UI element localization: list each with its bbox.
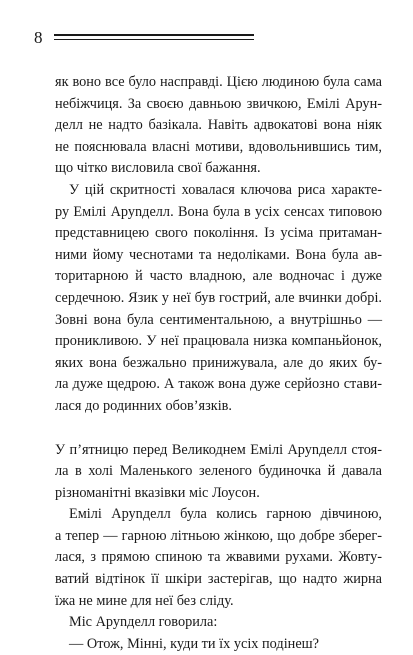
text-line: сердечною. Язик у неї був гострий, але вчинки добрі. bbox=[55, 289, 382, 306]
text-line: У цій скритності ховалася ключова риса характе- bbox=[69, 181, 382, 198]
page-header bbox=[34, 28, 234, 50]
text-line: ватий відтінок її шкіри застерігав, що надто жирна bbox=[55, 571, 382, 588]
text-line: Емілі Аруnделл була колись гарною дівчиною, bbox=[69, 506, 382, 523]
text-line: не пояснювала власні мотиви, вдовольнившись тим, bbox=[55, 138, 382, 155]
text-line: їжа не мине для неї без сліду. bbox=[55, 592, 234, 609]
text-line: Зовні вона була сентиментальною, а внутрішньо — bbox=[55, 311, 382, 328]
text-line: а тепер — гарною літньою жінкою, що добре зберег- bbox=[55, 527, 382, 544]
text-line: різноманітні вказівки міс Лоусон. bbox=[55, 484, 260, 501]
section-break bbox=[55, 418, 382, 440]
text-line: як воно все було насправді. Цією людиною була сама bbox=[55, 74, 382, 90]
text-line: яких вона безжально принижувала, але до яких бу- bbox=[55, 354, 382, 371]
text-line: лася до родинних обов’язків. bbox=[55, 397, 233, 414]
text-line: — Отож, Мінні, куди ти їх усіх подінеш? bbox=[69, 635, 320, 652]
text-line: ру Емілі Аруnделл. Вона була в усіх сенсах типовою bbox=[55, 203, 382, 220]
text-line: небіжчиця. За своєю давньою звичкою, Емілі Арун- bbox=[55, 95, 382, 112]
text-line: У п’ятницю перед Великоднем Емілі Аруnделл стоя- bbox=[55, 441, 382, 458]
body-text bbox=[55, 72, 382, 655]
text-line: ними йому чеснотами та недоліками. Вона була ав- bbox=[55, 246, 382, 263]
text-line: лася, з прямою спиною та жвавими рухами. Жовту- bbox=[55, 549, 382, 566]
header-rule bbox=[54, 34, 254, 40]
text-line: ла в холі Маленького зеленого будиночка й давала bbox=[55, 463, 382, 480]
text-line: ла дуже щедрою. А також вона дуже серйозно стави- bbox=[55, 376, 382, 393]
text-line: представницею свого покоління. Із усіма притаман- bbox=[55, 225, 382, 242]
text-line: що чітко висловила свої бажання. bbox=[55, 160, 261, 177]
page-number: 8 bbox=[34, 28, 43, 47]
text-line: делл не надто базікала. Навіть адвокатові вона ніяк bbox=[55, 117, 382, 134]
text-line: Міс Аруnделл говорила: bbox=[69, 614, 218, 631]
text-line: проникливою. У неї працювала низка компаньйонок, bbox=[55, 333, 382, 350]
text-line: торитарною й часто владною, але водночас і дуже bbox=[55, 268, 382, 285]
